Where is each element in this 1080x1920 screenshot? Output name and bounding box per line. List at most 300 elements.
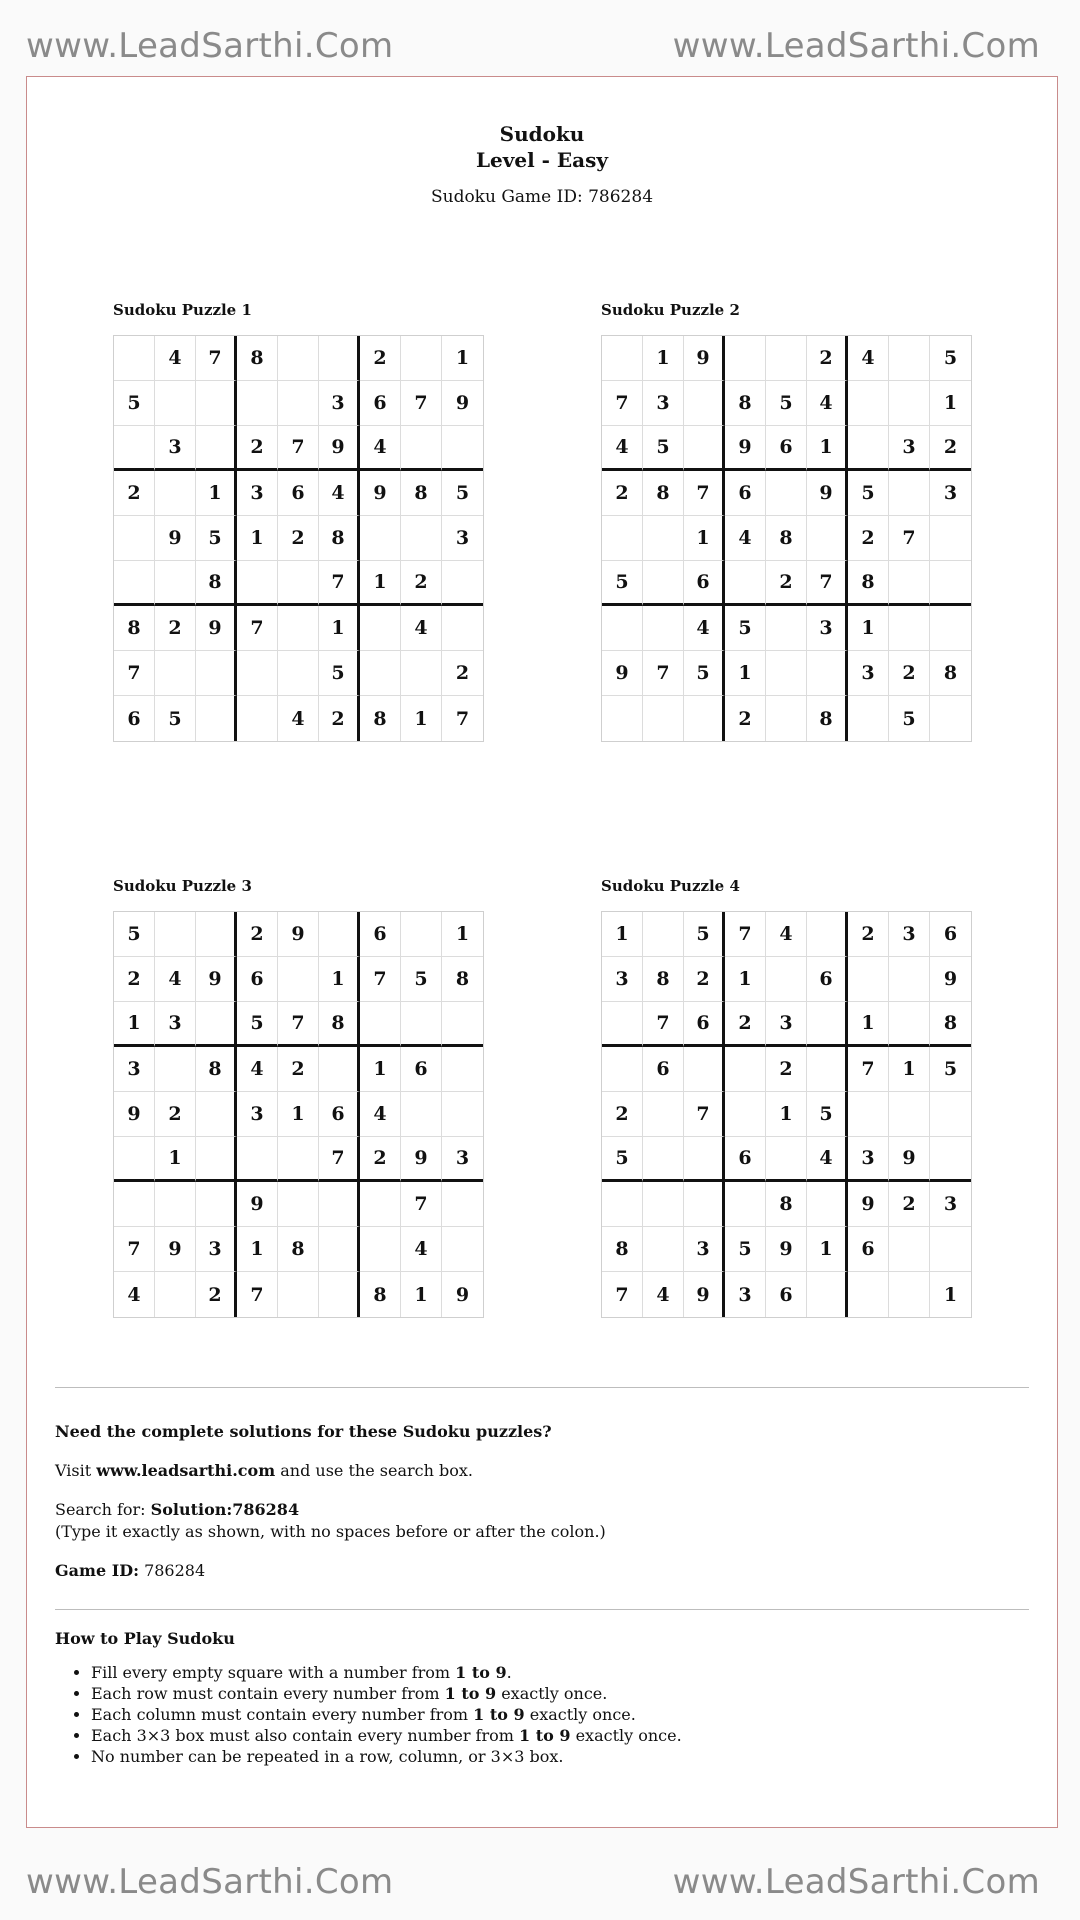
sudoku-cell[interactable]: 8 xyxy=(196,561,237,606)
sudoku-cell[interactable] xyxy=(442,606,483,651)
sudoku-cell[interactable]: 3 xyxy=(643,381,684,426)
sudoku-cell[interactable]: 7 xyxy=(237,1272,278,1317)
sudoku-cell[interactable]: 4 xyxy=(155,336,196,381)
sudoku-cell[interactable] xyxy=(684,1137,725,1182)
sudoku-cell[interactable] xyxy=(889,606,930,651)
sudoku-cell[interactable]: 2 xyxy=(725,696,766,741)
sudoku-cell[interactable] xyxy=(848,381,889,426)
sudoku-cell[interactable] xyxy=(278,1137,319,1182)
sudoku-cell[interactable]: 1 xyxy=(684,516,725,561)
sudoku-cell[interactable] xyxy=(725,336,766,381)
sudoku-cell[interactable] xyxy=(766,957,807,1002)
sudoku-cell[interactable] xyxy=(930,606,971,651)
sudoku-cell[interactable]: 3 xyxy=(766,1002,807,1047)
sudoku-cell[interactable] xyxy=(602,1047,643,1092)
sudoku-cell[interactable]: 2 xyxy=(237,912,278,957)
sudoku-cell[interactable]: 1 xyxy=(725,957,766,1002)
sudoku-cell[interactable] xyxy=(643,606,684,651)
sudoku-cell[interactable] xyxy=(401,651,442,696)
sudoku-cell[interactable]: 2 xyxy=(602,1092,643,1137)
sudoku-cell[interactable]: 7 xyxy=(237,606,278,651)
sudoku-cell[interactable]: 3 xyxy=(114,1047,155,1092)
sudoku-cell[interactable]: 5 xyxy=(930,1047,971,1092)
sudoku-cell[interactable]: 5 xyxy=(684,912,725,957)
sudoku-cell[interactable]: 8 xyxy=(278,1227,319,1272)
sudoku-cell[interactable]: 2 xyxy=(114,471,155,516)
sudoku-cell[interactable] xyxy=(889,1272,930,1317)
site-link[interactable]: www.leadsarthi.com xyxy=(96,1461,276,1480)
sudoku-cell[interactable] xyxy=(155,381,196,426)
sudoku-cell[interactable] xyxy=(442,561,483,606)
sudoku-cell[interactable]: 9 xyxy=(319,426,360,471)
sudoku-cell[interactable] xyxy=(442,1227,483,1272)
sudoku-cell[interactable] xyxy=(602,516,643,561)
sudoku-cell[interactable]: 9 xyxy=(725,426,766,471)
sudoku-cell[interactable]: 5 xyxy=(196,516,237,561)
sudoku-cell[interactable]: 6 xyxy=(807,957,848,1002)
sudoku-cell[interactable]: 4 xyxy=(237,1047,278,1092)
sudoku-cell[interactable]: 1 xyxy=(943,1283,958,1306)
sudoku-cell[interactable] xyxy=(684,426,725,471)
sudoku-cell[interactable] xyxy=(319,1227,360,1272)
sudoku-cell[interactable] xyxy=(807,1182,848,1227)
sudoku-cell[interactable]: 1 xyxy=(889,1047,930,1092)
sudoku-cell[interactable]: 7 xyxy=(684,1092,725,1137)
sudoku-cell[interactable]: 3 xyxy=(442,1137,483,1182)
sudoku-cell[interactable] xyxy=(114,561,155,606)
sudoku-cell[interactable]: 4 xyxy=(360,426,401,471)
sudoku-cell[interactable]: 8 xyxy=(807,696,848,741)
sudoku-cell[interactable] xyxy=(930,696,971,741)
sudoku-cell[interactable] xyxy=(360,1182,401,1227)
sudoku-cell[interactable] xyxy=(401,1092,442,1137)
sudoku-cell[interactable]: 7 xyxy=(684,471,725,516)
sudoku-cell[interactable]: 7 xyxy=(114,1227,155,1272)
sudoku-cell[interactable]: 1 xyxy=(360,561,401,606)
sudoku-cell[interactable]: 6 xyxy=(237,957,278,1002)
sudoku-cell[interactable] xyxy=(643,1227,684,1272)
sudoku-cell[interactable]: 6 xyxy=(766,426,807,471)
sudoku-cell[interactable]: 2 xyxy=(848,516,889,561)
sudoku-cell[interactable]: 1 xyxy=(442,336,483,381)
sudoku-cell[interactable]: 8 xyxy=(114,606,155,651)
sudoku-cell[interactable]: 2 xyxy=(155,606,196,651)
sudoku-cell[interactable]: 2 xyxy=(725,1002,766,1047)
sudoku-cell[interactable] xyxy=(889,1227,930,1272)
sudoku-cell[interactable]: 7 xyxy=(319,1137,360,1182)
sudoku-cell[interactable] xyxy=(442,1047,483,1092)
sudoku-cell[interactable]: 7 xyxy=(725,912,766,957)
sudoku-cell[interactable]: 2 xyxy=(602,471,643,516)
sudoku-cell[interactable] xyxy=(725,561,766,606)
sudoku-cell[interactable] xyxy=(807,651,848,696)
sudoku-cell[interactable]: 3 xyxy=(196,1227,237,1272)
sudoku-cell[interactable] xyxy=(643,1092,684,1137)
sudoku-cell[interactable] xyxy=(237,1137,278,1182)
sudoku-cell[interactable]: 6 xyxy=(766,1272,807,1317)
sudoku-cell[interactable]: 1 xyxy=(848,606,889,651)
sudoku-cell[interactable]: 7 xyxy=(455,707,470,730)
sudoku-cell[interactable] xyxy=(278,957,319,1002)
sudoku-cell[interactable] xyxy=(807,1047,848,1092)
sudoku-cell[interactable]: 9 xyxy=(196,606,237,651)
sudoku-cell[interactable]: 4 xyxy=(684,606,725,651)
sudoku-cell[interactable]: 8 xyxy=(848,561,889,606)
sudoku-cell[interactable]: 1 xyxy=(807,426,848,471)
sudoku-cell[interactable]: 8 xyxy=(319,1002,360,1047)
sudoku-cell[interactable]: 5 xyxy=(401,957,442,1002)
sudoku-cell[interactable] xyxy=(278,381,319,426)
sudoku-cell[interactable] xyxy=(155,1272,196,1317)
sudoku-cell[interactable]: 7 xyxy=(278,1002,319,1047)
sudoku-cell[interactable] xyxy=(602,696,643,741)
sudoku-cell[interactable] xyxy=(889,471,930,516)
sudoku-cell[interactable]: 2 xyxy=(684,957,725,1002)
sudoku-cell[interactable]: 5 xyxy=(889,696,930,741)
sudoku-cell[interactable] xyxy=(196,1137,237,1182)
sudoku-cell[interactable]: 8 xyxy=(602,1227,643,1272)
sudoku-cell[interactable] xyxy=(401,1002,442,1047)
sudoku-cell[interactable]: 7 xyxy=(807,561,848,606)
sudoku-cell[interactable] xyxy=(360,651,401,696)
sudoku-cell[interactable] xyxy=(442,1002,483,1047)
sudoku-cell[interactable] xyxy=(889,957,930,1002)
sudoku-cell[interactable]: 8 xyxy=(930,651,971,696)
sudoku-cell[interactable]: 8 xyxy=(237,336,278,381)
sudoku-cell[interactable] xyxy=(602,336,643,381)
sudoku-cell[interactable]: 1 xyxy=(401,696,442,741)
sudoku-cell[interactable] xyxy=(766,651,807,696)
sudoku-cell[interactable] xyxy=(930,1227,971,1272)
sudoku-cell[interactable]: 3 xyxy=(725,1272,766,1317)
sudoku-cell[interactable]: 3 xyxy=(848,1137,889,1182)
sudoku-cell[interactable]: 2 xyxy=(278,1047,319,1092)
sudoku-cell[interactable] xyxy=(196,1092,237,1137)
sudoku-cell[interactable] xyxy=(360,516,401,561)
sudoku-cell[interactable]: 3 xyxy=(319,381,360,426)
sudoku-cell[interactable]: 2 xyxy=(155,1092,196,1137)
sudoku-cell[interactable] xyxy=(114,1137,155,1182)
sudoku-cell[interactable]: 8 xyxy=(643,471,684,516)
sudoku-cell[interactable]: 7 xyxy=(278,426,319,471)
sudoku-cell[interactable] xyxy=(278,606,319,651)
sudoku-cell[interactable] xyxy=(848,426,889,471)
sudoku-cell[interactable] xyxy=(725,1182,766,1227)
sudoku-cell[interactable]: 4 xyxy=(155,957,196,1002)
sudoku-cell[interactable] xyxy=(114,1182,155,1227)
sudoku-cell[interactable] xyxy=(766,1137,807,1182)
sudoku-cell[interactable]: 7 xyxy=(848,1047,889,1092)
sudoku-cell[interactable] xyxy=(643,912,684,957)
sudoku-cell[interactable]: 9 xyxy=(930,957,971,1002)
sudoku-cell[interactable]: 2 xyxy=(889,1182,930,1227)
sudoku-cell[interactable]: 5 xyxy=(725,606,766,651)
sudoku-cell[interactable]: 4 xyxy=(360,1092,401,1137)
sudoku-cell[interactable]: 1 xyxy=(766,1092,807,1137)
sudoku-cell[interactable]: 9 xyxy=(278,912,319,957)
sudoku-cell[interactable] xyxy=(807,1272,848,1317)
sudoku-cell[interactable] xyxy=(725,1092,766,1137)
sudoku-cell[interactable] xyxy=(196,1182,237,1227)
sudoku-cell[interactable]: 8 xyxy=(643,957,684,1002)
sudoku-cell[interactable] xyxy=(889,1002,930,1047)
sudoku-cell[interactable] xyxy=(319,912,360,957)
sudoku-cell[interactable] xyxy=(319,336,360,381)
sudoku-cell[interactable]: 3 xyxy=(684,1227,725,1272)
sudoku-cell[interactable]: 6 xyxy=(684,1002,725,1047)
sudoku-cell[interactable]: 3 xyxy=(889,426,930,471)
sudoku-cell[interactable]: 3 xyxy=(155,426,196,471)
sudoku-cell[interactable]: 9 xyxy=(602,651,643,696)
sudoku-cell[interactable] xyxy=(278,1272,319,1317)
sudoku-cell[interactable]: 7 xyxy=(401,1182,442,1227)
sudoku-cell[interactable]: 6 xyxy=(684,561,725,606)
sudoku-cell[interactable] xyxy=(766,336,807,381)
sudoku-cell[interactable]: 7 xyxy=(360,957,401,1002)
sudoku-cell[interactable] xyxy=(889,381,930,426)
sudoku-cell[interactable]: 8 xyxy=(319,516,360,561)
sudoku-cell[interactable]: 1 xyxy=(237,516,278,561)
sudoku-cell[interactable]: 7 xyxy=(643,1002,684,1047)
sudoku-cell[interactable] xyxy=(684,381,725,426)
sudoku-cell[interactable]: 6 xyxy=(360,381,401,426)
sudoku-cell[interactable]: 5 xyxy=(807,1092,848,1137)
sudoku-cell[interactable]: 1 xyxy=(807,1227,848,1272)
sudoku-cell[interactable]: 3 xyxy=(848,651,889,696)
sudoku-cell[interactable] xyxy=(360,1002,401,1047)
sudoku-cell[interactable] xyxy=(643,1182,684,1227)
sudoku-cell[interactable]: 4 xyxy=(725,516,766,561)
sudoku-cell[interactable] xyxy=(114,516,155,561)
sudoku-cell[interactable] xyxy=(401,912,442,957)
sudoku-cell[interactable]: 8 xyxy=(401,471,442,516)
sudoku-cell[interactable]: 4 xyxy=(807,1137,848,1182)
sudoku-cell[interactable]: 2 xyxy=(766,561,807,606)
sudoku-cell[interactable]: 4 xyxy=(401,606,442,651)
sudoku-cell[interactable]: 3 xyxy=(930,1182,971,1227)
sudoku-cell[interactable]: 7 xyxy=(196,336,237,381)
sudoku-cell[interactable]: 8 xyxy=(725,381,766,426)
sudoku-cell[interactable]: 6 xyxy=(848,1227,889,1272)
sudoku-cell[interactable] xyxy=(237,696,278,741)
sudoku-cell[interactable]: 1 xyxy=(360,1047,401,1092)
sudoku-cell[interactable]: 5 xyxy=(725,1227,766,1272)
sudoku-cell[interactable]: 1 xyxy=(442,912,483,957)
sudoku-cell[interactable]: 9 xyxy=(237,1182,278,1227)
sudoku-cell[interactable] xyxy=(930,1137,971,1182)
sudoku-cell[interactable] xyxy=(442,1092,483,1137)
sudoku-cell[interactable]: 9 xyxy=(889,1137,930,1182)
sudoku-cell[interactable]: 5 xyxy=(602,561,643,606)
sudoku-cell[interactable]: 8 xyxy=(766,516,807,561)
sudoku-cell[interactable]: 1 xyxy=(278,1092,319,1137)
sudoku-cell[interactable] xyxy=(114,336,155,381)
sudoku-cell[interactable]: 1 xyxy=(319,606,360,651)
sudoku-cell[interactable]: 2 xyxy=(196,1272,237,1317)
sudoku-cell[interactable] xyxy=(155,651,196,696)
sudoku-cell[interactable] xyxy=(725,1047,766,1092)
sudoku-cell[interactable]: 9 xyxy=(848,1182,889,1227)
sudoku-cell[interactable]: 9 xyxy=(684,336,725,381)
sudoku-cell[interactable]: 2 xyxy=(848,912,889,957)
sudoku-cell[interactable]: 4 xyxy=(807,381,848,426)
sudoku-cell[interactable] xyxy=(319,1047,360,1092)
sudoku-cell[interactable]: 7 xyxy=(602,381,643,426)
sudoku-cell[interactable] xyxy=(643,1137,684,1182)
sudoku-cell[interactable] xyxy=(319,1182,360,1227)
sudoku-cell[interactable] xyxy=(237,561,278,606)
sudoku-cell[interactable]: 5 xyxy=(602,1137,643,1182)
sudoku-cell[interactable]: 4 xyxy=(278,696,319,741)
sudoku-cell[interactable]: 9 xyxy=(807,471,848,516)
sudoku-cell[interactable] xyxy=(930,1092,971,1137)
sudoku-cell[interactable] xyxy=(319,1272,360,1317)
sudoku-cell[interactable] xyxy=(155,561,196,606)
sudoku-cell[interactable] xyxy=(401,426,442,471)
sudoku-cell[interactable] xyxy=(807,516,848,561)
sudoku-cell[interactable]: 3 xyxy=(237,471,278,516)
sudoku-cell[interactable] xyxy=(401,336,442,381)
sudoku-cell[interactable]: 2 xyxy=(360,1137,401,1182)
sudoku-cell[interactable] xyxy=(155,1047,196,1092)
sudoku-cell[interactable]: 5 xyxy=(930,336,971,381)
sudoku-cell[interactable]: 9 xyxy=(766,1227,807,1272)
sudoku-cell[interactable]: 6 xyxy=(725,471,766,516)
sudoku-cell[interactable]: 7 xyxy=(602,1272,643,1317)
sudoku-cell[interactable] xyxy=(602,606,643,651)
sudoku-cell[interactable] xyxy=(155,912,196,957)
sudoku-cell[interactable]: 9 xyxy=(684,1272,725,1317)
sudoku-cell[interactable]: 3 xyxy=(807,606,848,651)
sudoku-cell[interactable]: 6 xyxy=(401,1047,442,1092)
sudoku-cell[interactable]: 5 xyxy=(319,651,360,696)
sudoku-cell[interactable]: 6 xyxy=(319,1092,360,1137)
sudoku-cell[interactable]: 5 xyxy=(643,426,684,471)
sudoku-cell[interactable]: 3 xyxy=(602,957,643,1002)
sudoku-cell[interactable]: 7 xyxy=(401,381,442,426)
sudoku-cell[interactable]: 2 xyxy=(319,696,360,741)
sudoku-cell[interactable] xyxy=(684,1047,725,1092)
sudoku-cell[interactable]: 2 xyxy=(930,426,971,471)
sudoku-cell[interactable] xyxy=(401,516,442,561)
sudoku-cell[interactable]: 1 xyxy=(643,336,684,381)
sudoku-cell[interactable] xyxy=(278,651,319,696)
sudoku-cell[interactable] xyxy=(930,561,971,606)
sudoku-cell[interactable] xyxy=(807,912,848,957)
sudoku-cell[interactable]: 7 xyxy=(114,651,155,696)
sudoku-cell[interactable] xyxy=(889,336,930,381)
sudoku-cell[interactable] xyxy=(278,1182,319,1227)
sudoku-cell[interactable] xyxy=(848,957,889,1002)
sudoku-cell[interactable] xyxy=(643,516,684,561)
sudoku-cell[interactable]: 9 xyxy=(155,516,196,561)
sudoku-cell[interactable]: 1 xyxy=(848,1002,889,1047)
sudoku-cell[interactable]: 3 xyxy=(442,516,483,561)
sudoku-cell[interactable] xyxy=(848,696,889,741)
sudoku-cell[interactable] xyxy=(196,381,237,426)
sudoku-cell[interactable] xyxy=(278,336,319,381)
sudoku-cell[interactable]: 4 xyxy=(114,1272,155,1317)
sudoku-cell[interactable]: 8 xyxy=(442,957,483,1002)
sudoku-cell[interactable] xyxy=(196,696,237,741)
sudoku-cell[interactable] xyxy=(360,1227,401,1272)
sudoku-cell[interactable] xyxy=(807,1002,848,1047)
sudoku-cell[interactable] xyxy=(196,1002,237,1047)
sudoku-cell[interactable]: 9 xyxy=(455,1283,470,1306)
sudoku-cell[interactable]: 1 xyxy=(237,1227,278,1272)
sudoku-cell[interactable]: 3 xyxy=(155,1002,196,1047)
sudoku-cell[interactable] xyxy=(766,471,807,516)
sudoku-cell[interactable]: 7 xyxy=(319,561,360,606)
sudoku-cell[interactable] xyxy=(278,561,319,606)
sudoku-cell[interactable]: 5 xyxy=(237,1002,278,1047)
sudoku-cell[interactable]: 4 xyxy=(401,1227,442,1272)
sudoku-cell[interactable]: 9 xyxy=(401,1137,442,1182)
sudoku-cell[interactable] xyxy=(766,696,807,741)
sudoku-cell[interactable]: 8 xyxy=(360,696,401,741)
sudoku-cell[interactable]: 5 xyxy=(114,381,155,426)
sudoku-cell[interactable]: 9 xyxy=(196,957,237,1002)
sudoku-cell[interactable]: 2 xyxy=(766,1047,807,1092)
sudoku-cell[interactable]: 6 xyxy=(360,912,401,957)
sudoku-cell[interactable]: 3 xyxy=(889,912,930,957)
sudoku-cell[interactable] xyxy=(602,1002,643,1047)
sudoku-cell[interactable] xyxy=(889,561,930,606)
sudoku-cell[interactable] xyxy=(155,471,196,516)
sudoku-cell[interactable]: 1 xyxy=(602,912,643,957)
sudoku-cell[interactable]: 1 xyxy=(114,1002,155,1047)
sudoku-cell[interactable] xyxy=(684,1182,725,1227)
sudoku-cell[interactable] xyxy=(889,1092,930,1137)
sudoku-cell[interactable]: 5 xyxy=(848,471,889,516)
sudoku-cell[interactable]: 1 xyxy=(725,651,766,696)
sudoku-cell[interactable]: 4 xyxy=(766,912,807,957)
sudoku-cell[interactable]: 9 xyxy=(442,381,483,426)
sudoku-cell[interactable]: 2 xyxy=(237,426,278,471)
sudoku-cell[interactable] xyxy=(155,1182,196,1227)
sudoku-cell[interactable]: 4 xyxy=(319,471,360,516)
sudoku-cell[interactable]: 5 xyxy=(114,912,155,957)
sudoku-cell[interactable]: 2 xyxy=(807,336,848,381)
sudoku-cell[interactable]: 5 xyxy=(442,471,483,516)
sudoku-cell[interactable]: 4 xyxy=(848,336,889,381)
sudoku-cell[interactable]: 3 xyxy=(930,471,971,516)
sudoku-cell[interactable] xyxy=(237,651,278,696)
sudoku-cell[interactable]: 6 xyxy=(278,471,319,516)
sudoku-cell[interactable] xyxy=(848,1272,889,1317)
sudoku-cell[interactable] xyxy=(442,1182,483,1227)
sudoku-cell[interactable]: 2 xyxy=(442,651,483,696)
sudoku-cell[interactable]: 1 xyxy=(196,471,237,516)
sudoku-cell[interactable]: 4 xyxy=(643,1272,684,1317)
sudoku-cell[interactable]: 2 xyxy=(360,336,401,381)
sudoku-cell[interactable]: 1 xyxy=(319,957,360,1002)
sudoku-cell[interactable]: 2 xyxy=(889,651,930,696)
sudoku-cell[interactable] xyxy=(196,912,237,957)
sudoku-cell[interactable]: 6 xyxy=(725,1137,766,1182)
sudoku-cell[interactable]: 2 xyxy=(278,516,319,561)
sudoku-cell[interactable]: 5 xyxy=(155,696,196,741)
sudoku-cell[interactable] xyxy=(684,696,725,741)
sudoku-cell[interactable] xyxy=(848,1092,889,1137)
sudoku-cell[interactable] xyxy=(442,426,483,471)
sudoku-cell[interactable]: 7 xyxy=(643,651,684,696)
sudoku-cell[interactable]: 7 xyxy=(889,516,930,561)
sudoku-cell[interactable] xyxy=(196,651,237,696)
sudoku-cell[interactable]: 8 xyxy=(930,1002,971,1047)
sudoku-cell[interactable]: 2 xyxy=(114,957,155,1002)
sudoku-cell[interactable]: 1 xyxy=(930,381,971,426)
